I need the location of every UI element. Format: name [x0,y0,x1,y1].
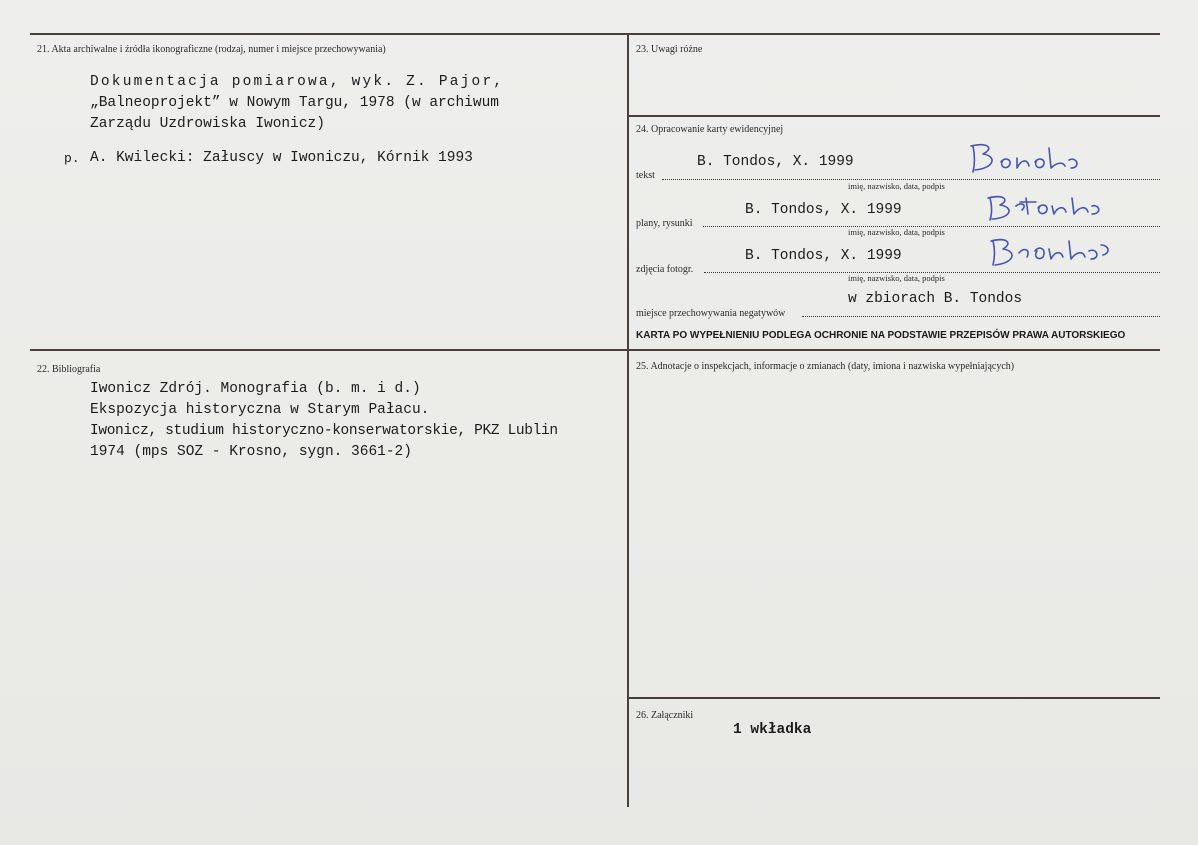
column-divider [627,33,629,807]
section21-line: Zarządu Uzdrowiska Iwonicz) [90,116,325,132]
plans-row-label: plany, rysunki [636,218,693,229]
section21-entry2: A. Kwilecki: Załuscy w Iwoniczu, Kórnik 1993 [90,150,473,166]
text-row-line [662,179,1160,180]
middle-rule [30,349,1160,351]
negatives-label: miejsce przechowywania negatywów [636,308,786,319]
section22-line: Iwonicz Zdrój. Monografia (b. m. i d.) [90,381,421,397]
section21-marker: p. [64,151,80,166]
section24-label: 24. Opracowanie karty ewidencyjnej [636,124,784,135]
section22-line: 1974 (mps SOZ - Krosno, sygn. 3661-2) [90,444,412,460]
negatives-line [802,316,1160,317]
text-author-value: B. Tondos, X. 1999 [697,154,854,170]
text-row-label: tekst [636,170,655,181]
section21-line: Dokumentacja pomiarowa, wyk. Z. Pajor, [90,74,505,90]
section22-line: Ekspozycja historyczna w Starym Pałacu. [90,402,430,418]
section23-divider [627,115,1160,117]
plans-row-caption: imię, nazwisko, data, podpis [848,227,945,237]
plans-author-value: B. Tondos, X. 1999 [745,202,902,218]
section25-label: 25. Adnotacje o inspekcjach, informacje o zmianach (daty, imiona i nazwiska wypełniających) [636,361,1015,372]
top-rule [30,33,1160,35]
section21-text [90,72,504,135]
section26-label: 26. Załączniki [636,710,694,721]
signature-3 [985,235,1125,271]
attachments-value: 1 wkładka [733,722,812,738]
section21-label: 21. Akta archiwalne i źródła ikonograficzne (rodzaj, numer i miejsce przechowywania) [37,44,386,55]
photos-row-caption: imię, nazwisko, data, podpis [848,273,945,283]
signature-1 [965,138,1105,178]
section23-label: 23. Uwagi różne [636,44,703,55]
text-row-caption: imię, nazwisko, data, podpis [848,181,945,191]
negatives-value: w zbiorach B. Tondos [848,291,1023,307]
section26-divider [627,697,1160,699]
photos-author-value: B. Tondos, X. 1999 [745,248,902,264]
section22-label: 22. Bibliografia [37,364,101,375]
signature-2 [982,192,1122,228]
photos-row-label: zdjęcia fotogr. [636,264,694,275]
section21-line: „Balneoprojekt” w Nowym Targu, 1978 (w archiwum [90,95,499,111]
section22-line: Iwonicz, studium historyczno-konserwatorskie, PKZ Lublin [90,423,558,439]
section22-text [90,379,558,463]
copyright-notice: KARTA PO WYPEŁNIENIU PODLEGA OCHRONIE NA PODSTAWIE PRZEPISÓW PRAWA AUTORSKIEGO [636,330,1126,341]
